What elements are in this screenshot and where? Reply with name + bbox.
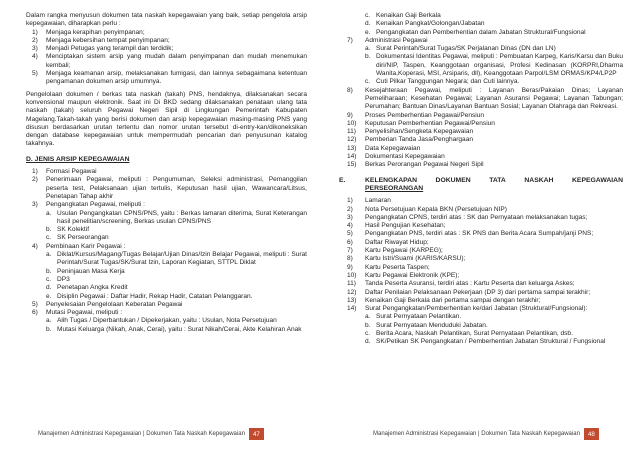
list-text: Administrasi Pegawai	[365, 36, 428, 44]
list-number: 5)	[32, 70, 38, 78]
list-text: Pemberian Tanda Jasa/Penghargaan	[365, 136, 473, 144]
list-text: Disiplin Pegawai : Daftar Hadir, Rekap Hadir, Catatan Pelanggaran.	[57, 292, 253, 300]
list-letter: a.	[365, 45, 371, 53]
list-item	[339, 272, 623, 280]
list-letter: a.	[365, 313, 371, 321]
list-item	[26, 37, 307, 45]
list-text: Surat Pernyataan Pelantikan.	[376, 313, 462, 321]
sub-list-item	[339, 45, 623, 53]
list-number: 3)	[347, 213, 353, 221]
section-e-number: E.	[339, 176, 346, 184]
list-text: Penerimaan Pegawai, meliputi : Pengumuman, Seleksi administrasi, Pemanggilan peserta test, Pelaksanaan ujian tertulis, Keputusan hasil ujian, Wawancara/Litsus, Penetapan Tahap akhir	[46, 176, 307, 200]
right-column	[339, 12, 623, 347]
sub-list-item	[339, 338, 623, 346]
intro-paragraph: Dalam rangka menyusun dokumen tata naskah kepegawaian yang baik, setiap pengelola arsip kepegawaian, diharapkan perlu :	[26, 12, 307, 28]
list-text: SK Kolektif	[57, 226, 90, 234]
list-text: Kenaikan Gaji Berkala dari pertama sampai dengan terakhir;	[365, 296, 541, 304]
list-letter: b.	[46, 226, 52, 234]
sub-list-item	[26, 210, 307, 227]
page-number: 48	[584, 428, 599, 440]
list-item	[339, 230, 623, 238]
list-letter: d.	[46, 284, 52, 292]
list-item	[339, 136, 623, 144]
body-paragraph: Pengelolaan dokumen / berkas tata naskah (takah) PNS, hendaknya, dilaksanakan secara konvensional maupun elektronik. Saat ini Di BKD sedang dilaksanakan penataan ulang tata naskah (takah) seluruh Pegawai Negeri Sipil di Lingkungan Pemerintah Kabupaten Magelang.Takah-takah yang berisi dokumen dan arsip kepegawaian masing-masing PNS yang disusun berdasarkan urutan tertentu dan nomor urutan tersebut di-entry-kan/dikoneksikan dengan database kepegawaian untuk mempermudah pencarian dan penyusunan katalog takahnya.	[26, 90, 307, 148]
list-number: 11)	[347, 128, 356, 136]
sub-list-item	[26, 226, 307, 234]
sub-list-item	[339, 53, 623, 78]
list-text: Pembinaan Karir Pegawai :	[46, 242, 126, 250]
list-number: 8)	[347, 255, 353, 263]
list-text: Menciptakan sistem arsip yang mudah dalam penyimpanan dan mudah menemukan kembali;	[46, 53, 307, 69]
list-number: 13)	[347, 296, 357, 304]
list-item	[26, 45, 307, 53]
list-number: 14)	[347, 153, 357, 161]
right-footer	[373, 428, 599, 440]
section-e-list	[339, 197, 623, 346]
section-e-title	[365, 177, 623, 185]
list-item	[339, 153, 623, 161]
right-page	[319, 0, 638, 451]
list-text: Nota Persetujuan Kepala BKN (Persetujuan NIP)	[365, 205, 507, 213]
list-item	[339, 197, 623, 205]
list-item	[339, 206, 623, 214]
list-text: Berkas Perorangan Pegawai Negeri Sipil	[365, 161, 484, 169]
heading-word: TATA	[489, 176, 506, 184]
list-text: Cuti Pilkar Tanggungan Negara; dan Cuti lainnya.	[376, 78, 520, 86]
sub-list-item	[339, 322, 623, 330]
sub-list-item	[339, 12, 623, 20]
list-item	[26, 301, 307, 309]
list-number: 9)	[347, 111, 353, 119]
list-number: 4)	[32, 242, 38, 250]
list-number: 4)	[347, 222, 353, 230]
list-text: Formasi Pegawai	[46, 168, 97, 176]
sub-list-item	[339, 20, 623, 28]
sub-list-item	[339, 78, 623, 86]
intro-list	[26, 29, 307, 87]
list-text: Lamaran	[365, 197, 391, 205]
list-number: 7)	[347, 36, 353, 44]
list-text: DP3	[57, 275, 70, 283]
list-text: Tanda Peserta Asuransi, terdiri atas : Kartu Peserta dan keluarga Askes;	[365, 280, 575, 288]
list-text: Menjaga kerapihan penyimpanan;	[46, 28, 145, 36]
list-number: 2)	[32, 176, 38, 184]
list-text: Daftar Riwayat Hidup;	[365, 238, 429, 246]
list-number: 15)	[347, 161, 357, 169]
list-item	[26, 70, 307, 87]
list-item	[339, 120, 623, 128]
list-text: Kartu Peserta Taspen;	[365, 263, 430, 271]
list-text: Usulan Pengangkatan CPNS/PNS, yaitu : Berkas lamaran diterima, Surat Keterangan hasil penelitian/screening, Berkas usulan CPNS/PNS	[57, 209, 307, 225]
list-letter: c.	[365, 78, 371, 86]
page-number: 47	[249, 428, 264, 440]
sub-list-item	[339, 330, 623, 338]
list-text: Dokumentasi Kepegawaian	[365, 153, 445, 161]
list-letter: d.	[365, 338, 371, 346]
heading-word: NASKAH	[524, 176, 554, 184]
list-item	[339, 297, 623, 305]
sub-list-item	[26, 317, 307, 325]
section-e-heading	[339, 177, 623, 185]
list-number: 2)	[347, 205, 353, 213]
list-text: Pengangkatan PNS, terdiri atas : SK PNS dan Berita Acara Sumpah/janji PNS;	[365, 230, 594, 238]
list-text: Daftar Penilaian Pelaksanaan Pekerjaan (DP 3) dari pertama sampai terakhir;	[365, 288, 591, 296]
sub-list-item	[26, 268, 307, 276]
list-text: Mutasi Pegawai, meliputi :	[46, 309, 123, 317]
list-item	[26, 243, 307, 251]
list-item	[339, 37, 623, 45]
list-item	[26, 29, 307, 37]
list-number: 1)	[32, 168, 38, 176]
list-item	[26, 176, 307, 201]
list-number: 4)	[32, 53, 38, 61]
list-item	[26, 201, 307, 209]
list-text: Penyelisihan/Sengketa Kepegawaian	[365, 128, 474, 136]
list-item	[339, 289, 623, 297]
list-item	[339, 305, 623, 313]
list-letter: d.	[365, 20, 371, 28]
list-letter: b.	[46, 325, 52, 333]
left-footer	[38, 428, 264, 440]
list-item	[339, 239, 623, 247]
list-number: 7)	[347, 247, 353, 255]
list-text: SK/Petikan SK Pengangkatan / Pemberhentian Jabatan Struktural / Fungsional	[376, 338, 606, 346]
list-letter: e.	[365, 28, 371, 36]
list-text: Diklat/Kursus/Magang/Tugas Belajar/Ujian Dinas/Izin Belajar Pegawai, meliputi : Surat Perintah/Surat Tugas/SK/Surat Izin, Laporan Kegiatan, STTPL Diklat	[57, 251, 307, 267]
list-text: Data Kepegawaian	[365, 144, 421, 152]
list-text: Kenaikan Pangkat/Golongan/Jabatan	[376, 20, 485, 28]
list-number: 6)	[347, 238, 353, 246]
list-item	[26, 168, 307, 176]
list-letter: a.	[46, 209, 52, 217]
list-number: 13)	[347, 144, 357, 152]
footer-text: Manajemen Administrasi Kepegawaian | Dokumen Tata Naskah Kepegawaian	[373, 431, 580, 437]
heading-word: KEPEGAWAIAN	[572, 176, 623, 184]
list-number: 3)	[32, 201, 38, 209]
list-item	[339, 247, 623, 255]
list-text: Menjaga kebersihan tempat penyimpanan;	[46, 36, 170, 44]
list-text: Surat Pengangkatan/Pemberhentian ke/dari Jabatan (Struktural/Fungsional):	[365, 305, 588, 313]
list-item	[339, 264, 623, 272]
list-text: Menjadi Petugas yang terampil dan terdidik;	[46, 45, 174, 53]
list-text: Surat Pernyataan Menduduki Jabatan.	[376, 321, 488, 329]
list-text: Hasil Pengujian Kesehatan;	[365, 222, 446, 230]
sub-list-item	[26, 326, 307, 334]
sub-list-item	[26, 284, 307, 292]
list-letter: c.	[365, 329, 371, 337]
list-text: Menjaga keamanan arsip, melaksanakan fumigasi, dan lainnya sebagaimana ketentuan pengamanan dokumen arsip umumnya.	[46, 70, 307, 86]
list-text: Penetapan Angka Kredit	[57, 284, 128, 292]
list-item	[339, 255, 623, 263]
list-number: 10)	[347, 119, 357, 127]
list-text: Surat Perintah/Surat Tugas/SK Perjalanan Dinas (DN dan LN)	[376, 45, 556, 53]
section-d-heading: D. JENIS ARSIP KEPEGAWAIAN	[26, 155, 130, 163]
list-number: 1)	[347, 197, 353, 205]
list-number: 1)	[32, 28, 38, 36]
list-text: Kartu Istri/Suami (KARIS/KARSU);	[365, 255, 466, 263]
sub-list-item	[26, 251, 307, 268]
list-number: 14)	[347, 305, 357, 313]
list-item	[339, 222, 623, 230]
list-number: 11)	[347, 280, 356, 288]
list-text: Dokumentasi Identitas Pegawai, meliputi : Pembuatan Karpeg, Karis/Karsu dan Buku diri/NIP, Taspen, Keanggotaan organisasi, Profesi Kedinasan (KORPRI,Dharma Wanita,Koperasi, MSI, Arsiparis, dll), Keanggotaan Parpol/LSM ORMAS/KP4/LP2P	[376, 53, 623, 78]
section-d-list	[26, 168, 307, 334]
list-item	[339, 161, 623, 169]
list-number: 10)	[347, 271, 357, 279]
sub-list-item	[339, 29, 623, 37]
list-text: Berita Acara, Naskah Pelantikan, Surat Pernyataan Pelantikan, dsb.	[376, 329, 573, 337]
sub-list-item	[26, 276, 307, 284]
list-number: 3)	[32, 45, 38, 53]
list-letter: c.	[46, 275, 52, 283]
list-item	[339, 128, 623, 136]
list-text: Kenaikan Gaji Berkala	[376, 12, 441, 19]
list-text: SK Perseorangan	[57, 234, 109, 242]
list-number: 5)	[347, 230, 353, 238]
list-item	[339, 145, 623, 153]
section-e-heading-line2	[339, 185, 623, 193]
list-text: Peninjauan Masa Kerja	[57, 267, 125, 275]
list-letter: a.	[46, 251, 52, 259]
sub-list-item	[26, 234, 307, 242]
list-text: Proses Pemberhentian Pegawai/Pensiun	[365, 111, 485, 119]
heading-word: KELENGKAPAN	[365, 176, 417, 184]
list-text: Kartu Pegawai Elektronik (KPE);	[365, 271, 460, 279]
sub-list-item	[339, 313, 623, 321]
list-text: Kesejahteraan Pegawai, meliputi : Layanan Beras/Pakaian Dinas; Layanan Pemeliharaan; Kesehatan Pegawai; Layanan Asuransi Pegawai; Layanan Tabungan; Perumahan; Bantuan Dinas/Layanan Bantuan Sosial; Layanan Olahraga dan Rekreasi.	[365, 86, 623, 111]
list-number: 2)	[32, 36, 38, 44]
list-letter: a.	[46, 317, 52, 325]
list-item	[26, 309, 307, 317]
list-text: Pengangkatan dan Pemberhentian dalam Jabatan Struktural/Fungsional	[376, 28, 586, 36]
heading-word: DOKUMEN	[435, 176, 471, 184]
list-number: 5)	[32, 300, 38, 308]
list-letter: b.	[365, 321, 371, 329]
list-letter: b.	[365, 53, 371, 61]
list-item	[339, 112, 623, 120]
list-text: Penyelesaian Pengelolaan Keberatan Pegawai	[46, 300, 183, 308]
list-letter: c.	[46, 234, 52, 242]
list-text: Mutasi Keluarga (Nikah, Anak, Cerai), yaitu : Surat Nikah/Cerai, Akte Kelahiran Anak	[57, 325, 302, 333]
list-number: 8)	[347, 86, 353, 94]
list-letter: b.	[46, 267, 52, 275]
list-text: Kartu Pegawai (KARPEG);	[365, 247, 443, 255]
footer-text: Manajemen Administrasi Kepegawaian | Dokumen Tata Naskah Kepegawaian	[38, 431, 245, 437]
list-item	[339, 214, 623, 222]
list-letter: c.	[365, 12, 371, 19]
list-number: 6)	[32, 309, 38, 317]
list-letter: e.	[46, 292, 52, 300]
section-e-subtitle: PERSEORANGAN	[365, 184, 424, 192]
left-column	[26, 12, 307, 334]
list-number: 9)	[347, 263, 353, 271]
list-text: Pengangkatan Pegawai, meliputi :	[46, 201, 145, 209]
list-item	[339, 280, 623, 288]
sub-list-item	[26, 293, 307, 301]
list-number: 12)	[347, 136, 357, 144]
list-item	[26, 53, 307, 70]
list-text: Keputusan Pemberhentian Pegawai/Pensiun	[365, 119, 495, 127]
list-number: 12)	[347, 288, 357, 296]
list-text: Alih Tugas / Diperbantukan / Dipekerjakan, yaitu : Usulan, Nota Persetujuan	[57, 317, 277, 325]
list-text: Pengangkatan CPNS, terdiri atas : SK dan Pernyataan melaksanakan tugas;	[365, 213, 588, 221]
list-item	[339, 87, 623, 112]
